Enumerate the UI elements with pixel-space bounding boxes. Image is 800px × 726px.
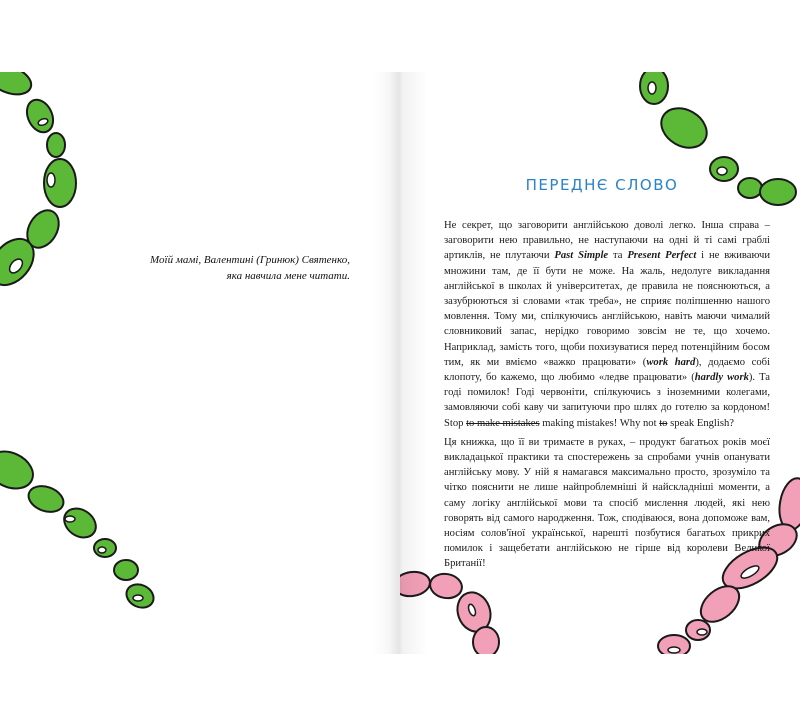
struck-text: to make mistakes [466,417,540,429]
paragraph-2: Ця книжка, що її ви тримаєте в руках, – продукт багатьох років моєї викладацької практики та спостережень за спробами учнів опанувати англійську мову. У ній я намагався максимально просто, зрозуміло та чітко пояснити не лише найпроблемніші й найскладніші моменти, а саму логіку англійської мови та спосіб мислення людей, які нею говорять від самого народження. Тож, сподіваюся, вона допоможе вам, носіям солов'їної української, нарешті позбутися багатьох прикрих помилок і защебетати англійською не гірше від королеви Великої Британії! [444,436,770,570]
bead [760,179,796,205]
bead [59,503,102,544]
paragraph-1 [444,218,770,431]
bead [47,133,65,157]
foreword-text [444,218,770,576]
text-run: ). Та годі помилок! Годі червоніти, спілкуючись з іноземними колегами, замовляючи собі каву чи запитуючи про шлях до готелю за кордоном! Stop [444,372,771,429]
green-bead-chain-illustration [0,72,400,654]
right-page [400,72,800,654]
bead [114,560,138,580]
text-run: і не вживаючи множини там, де її бути не може. На жаль, недолуге викладання англійської в школах й університетах, де правила не пояснюються, а зазубрюються зі словами «так треба», не сприяє поліпшенню нашого мовлення. Тому ми, спілкуючись англійською, навіть маючи чималий словниковий запас, нерідко говоримо зовсім не те, що хочемо. Наприклад, замість того, щоби похизуватися перед потенційним босом тим, як ми вміємо «важко працювати» ( [444,250,770,368]
bead [25,482,67,517]
bead [0,72,35,100]
text-run: та [608,250,628,262]
book-spread [0,72,800,654]
text-run: making mistakes! Why not [539,417,660,429]
dedication-line: яка навчила мене читати. [226,270,350,282]
bead [473,627,499,654]
struck-text: to [659,417,668,429]
left-page [0,72,400,654]
bead [428,571,464,600]
bead [654,100,714,155]
page-heading: ПЕРЕДНЄ СЛОВО [525,176,679,194]
term-past-simple: Past Simple [554,250,609,262]
text-run: ), додаємо собі клопоту, бо кажемо, що любимо «ледве працювати» ( [444,356,771,384]
term-present-perfect: Present Perfect [627,250,697,262]
bead [400,570,431,599]
text-run: speak English? [667,417,734,429]
text-run: Не секрет, що заговорити англійською доволі легко. Інша справа – заговорити нею правильно, не наступаючи на одні й ті самі граблі артиклів, не плутаючи [444,220,770,262]
bead [776,476,800,532]
dedication-line: Моїй мамі, Валентині (Гринюк) Святенко, [150,254,350,266]
term-hardly-work: hardly work [694,372,749,384]
bead [22,96,58,137]
dedication [90,252,350,284]
term-work-hard: work hard [646,356,696,368]
